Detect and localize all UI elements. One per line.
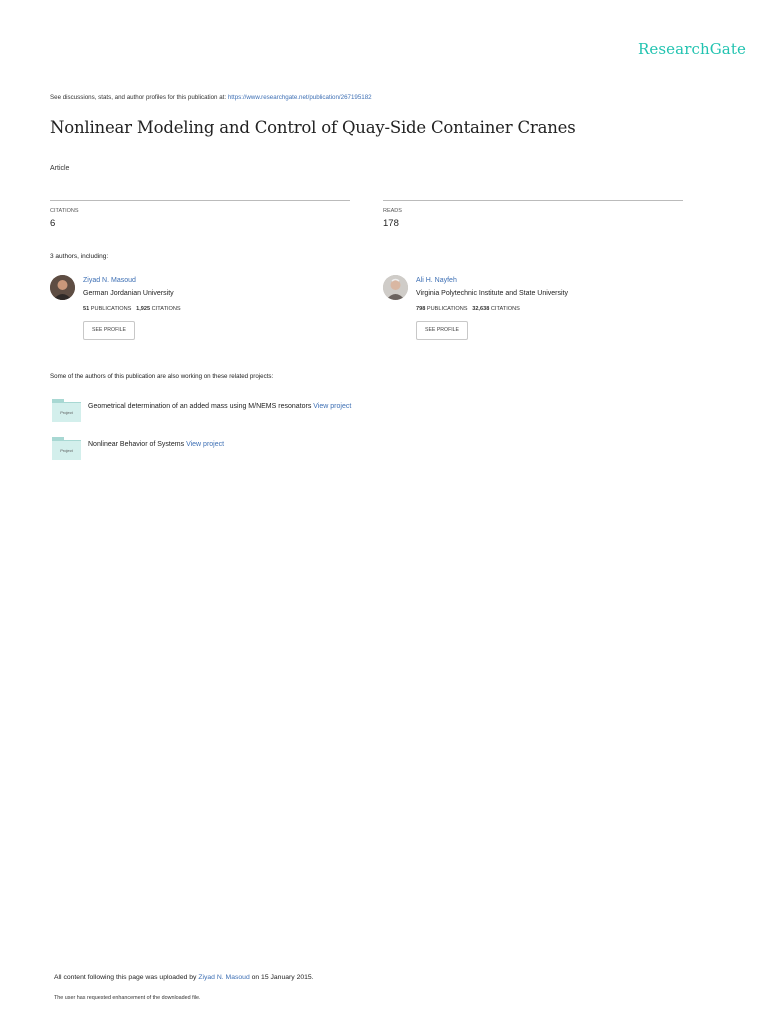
authors-heading: 3 authors, including: — [50, 253, 109, 260]
upload-prefix: All content following this page was uploaded by — [54, 974, 199, 981]
avatar-photo-icon — [383, 275, 408, 300]
citations-value: 6 — [50, 218, 56, 229]
author-institution: Virginia Polytechnic Institute and State University — [416, 290, 569, 297]
uploader-link[interactable]: Ziyad N. Masoud — [198, 974, 250, 981]
project-folder-label: Project — [52, 402, 81, 422]
projects-heading: Some of the authors of this publication are also working on these related projects: — [50, 373, 274, 380]
publication-url-link[interactable]: https://www.researchgate.net/publication/267195182 — [227, 94, 372, 101]
reads-stat — [383, 200, 683, 229]
upload-suffix: on 15 January 2015. — [249, 974, 314, 981]
source-note-prefix: See discussions, stats, and author profiles for this publication at: — [50, 94, 228, 101]
avatar-photo-icon — [50, 275, 75, 300]
author-publications-count: 798 — [416, 306, 426, 312]
author-stats — [416, 306, 520, 312]
project-folder-label: Project — [52, 440, 81, 460]
upload-info — [54, 974, 314, 981]
author-citations-count: 1,925 — [136, 306, 151, 312]
author-citations-label: CITATIONS — [490, 306, 520, 312]
project-text — [88, 403, 351, 410]
author-stats — [83, 306, 181, 312]
project-folder-icon — [52, 399, 81, 421]
researchgate-logo[interactable]: ResearchGate — [638, 40, 746, 58]
author-institution: German Jordanian University — [83, 290, 174, 297]
project-item — [52, 399, 652, 423]
citations-stat — [50, 200, 350, 229]
avatar[interactable] — [383, 275, 408, 300]
project-item — [52, 437, 652, 461]
author-citations-label: CITATIONS — [151, 306, 181, 312]
reads-label: READS — [383, 208, 402, 214]
citations-label: CITATIONS — [50, 208, 79, 214]
author-publications-label: PUBLICATIONS — [90, 306, 132, 312]
enhancement-note: The user has requested enhancement of the downloaded file. — [54, 995, 201, 1001]
project-title: Geometrical determination of an added mass using M/NEMS resonators — [88, 403, 312, 410]
avatar[interactable] — [50, 275, 75, 300]
see-profile-button[interactable]: SEE PROFILE — [416, 321, 468, 340]
publication-title: Nonlinear Modeling and Control of Quay-Side Container Cranes — [50, 118, 576, 137]
publication-source-note — [50, 94, 372, 101]
see-profile-button[interactable]: SEE PROFILE — [83, 321, 135, 340]
view-project-link[interactable]: View project — [186, 441, 225, 448]
author-citations-count: 32,638 — [472, 306, 490, 312]
author-name-link[interactable]: Ali H. Nayfeh — [416, 277, 457, 284]
author-publications-label: PUBLICATIONS — [426, 306, 468, 312]
publication-type: Article — [50, 165, 70, 172]
reads-value: 178 — [383, 218, 399, 229]
project-text — [88, 441, 224, 448]
author-publications-count: 51 — [83, 306, 90, 312]
view-project-link[interactable]: View project — [313, 403, 352, 410]
project-folder-icon — [52, 437, 81, 459]
author-name-link[interactable]: Ziyad N. Masoud — [83, 277, 136, 284]
project-title: Nonlinear Behavior of Systems — [88, 441, 185, 448]
